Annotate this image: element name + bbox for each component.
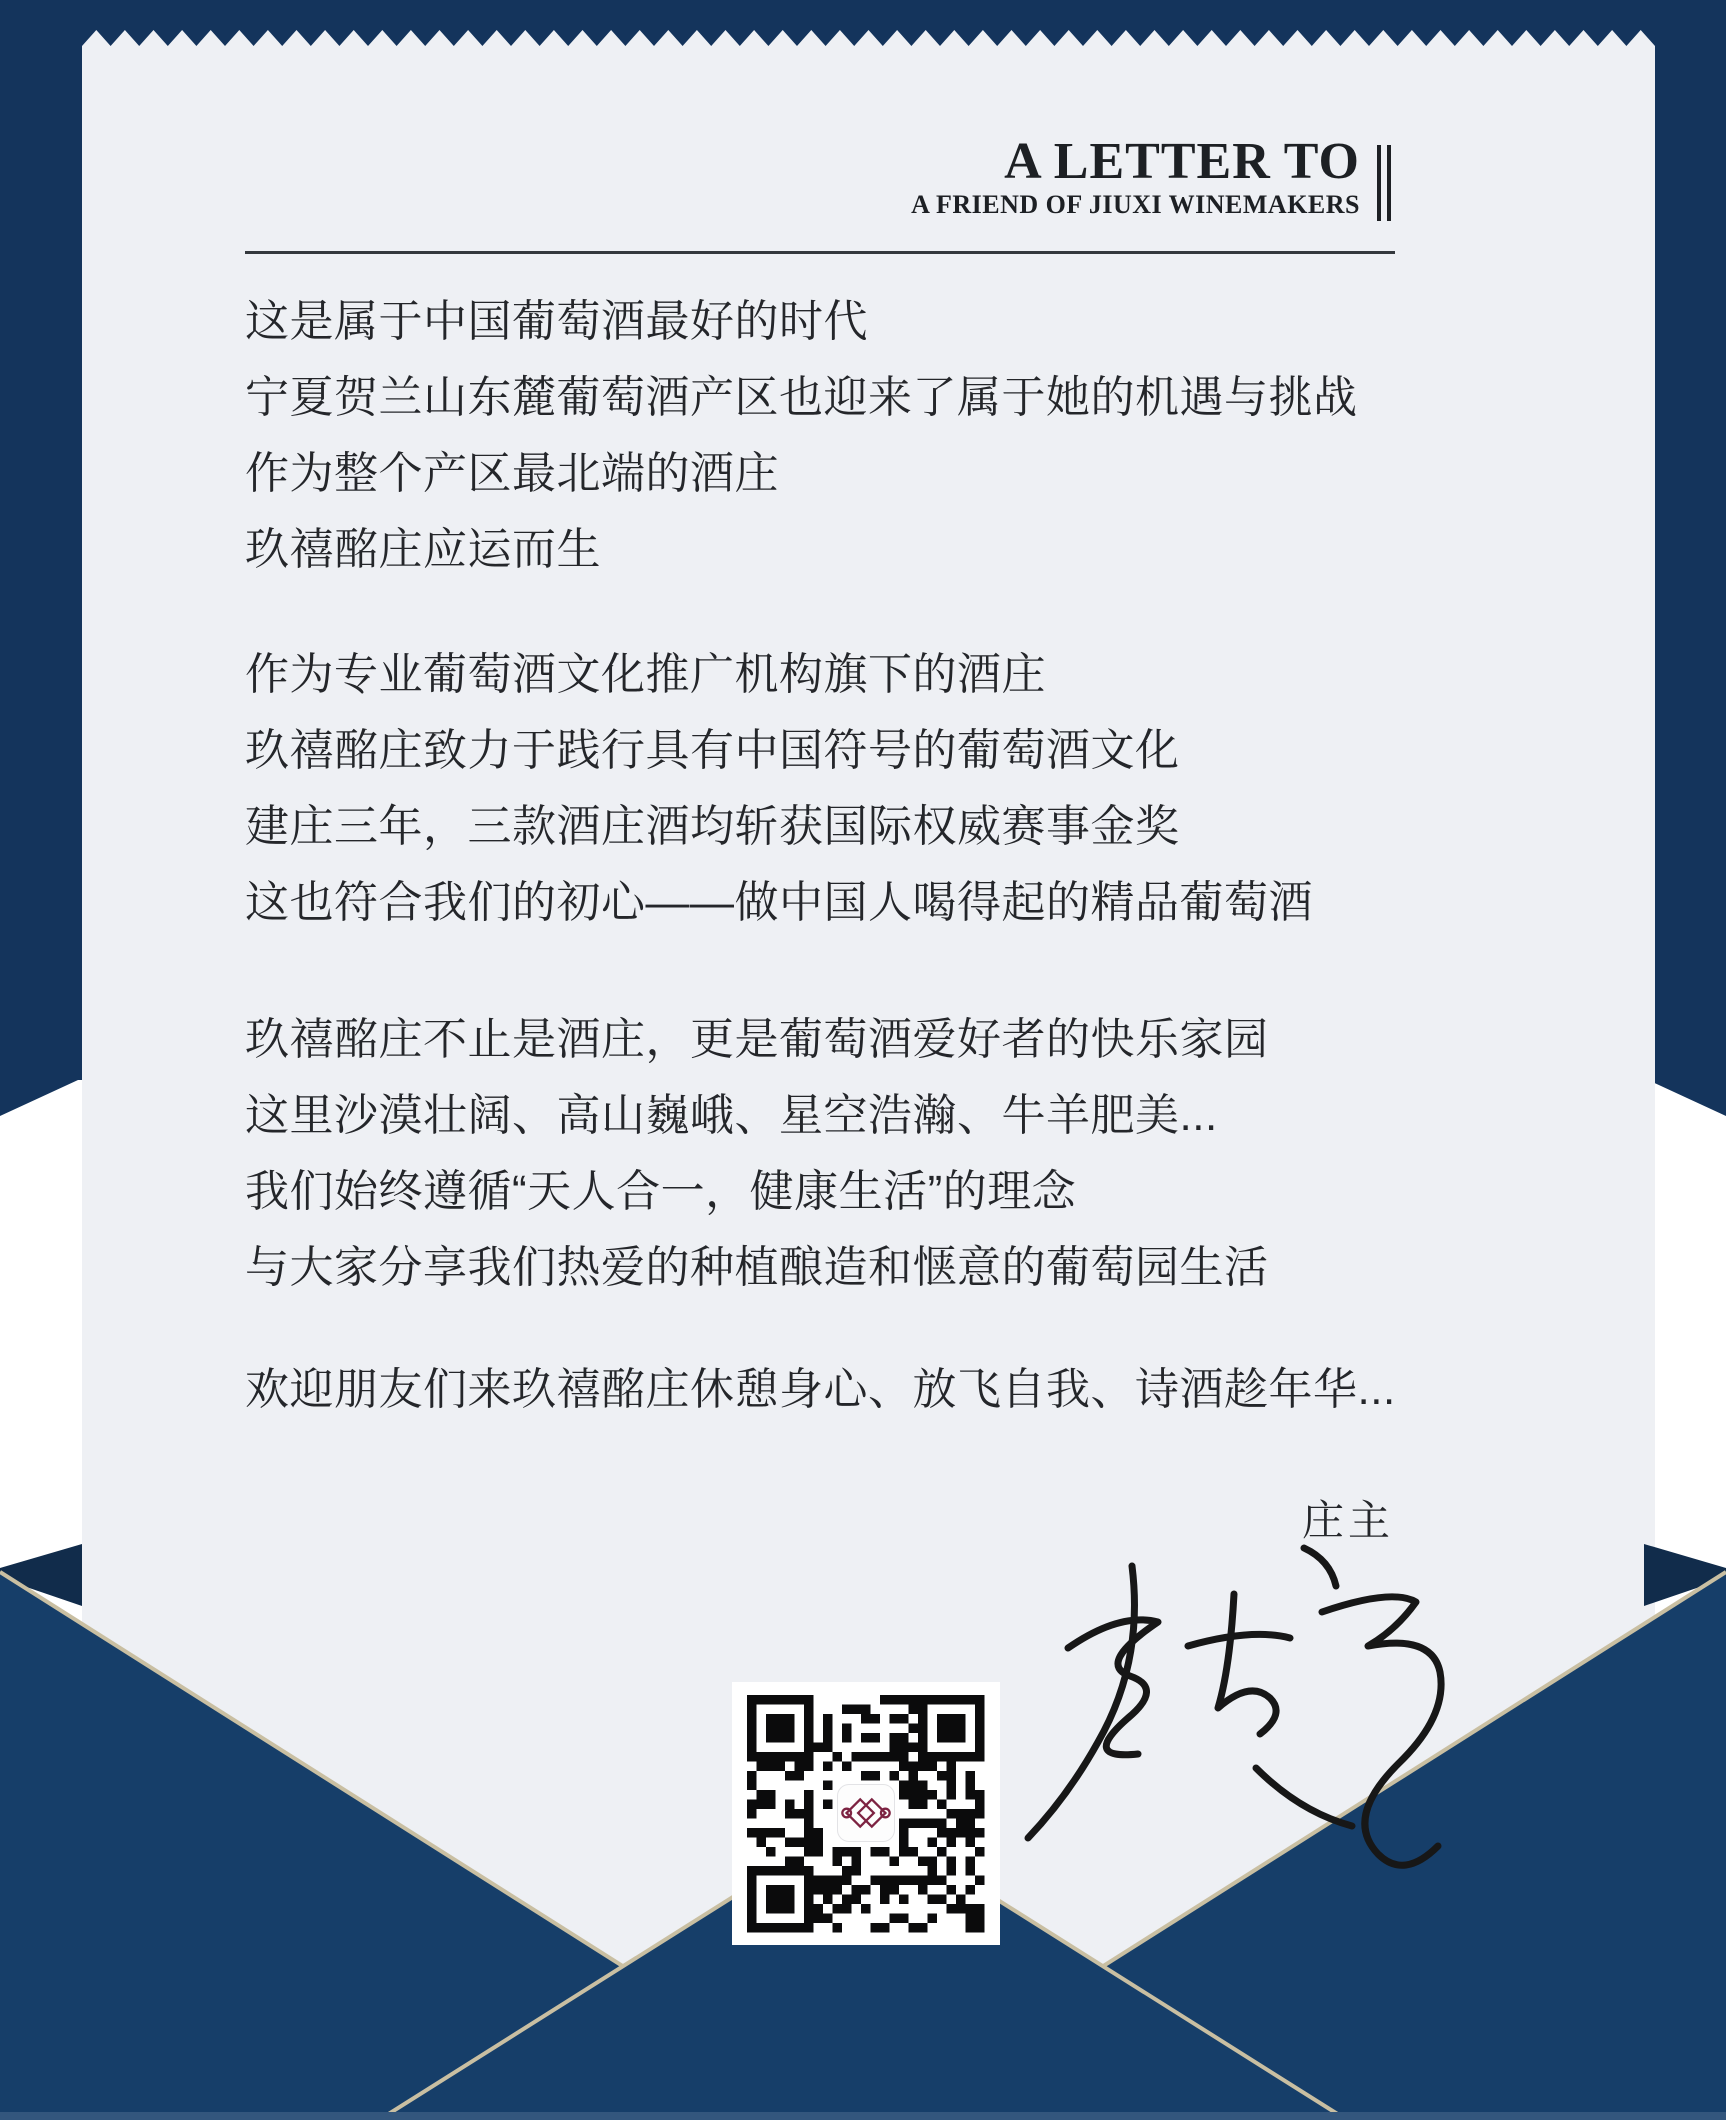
qr-code: [732, 1682, 1000, 1945]
letter-line: 欢迎朋友们来玖禧酩庄休憩身心、放飞自我、诗酒趁年华...: [245, 1365, 1396, 1414]
letter-line: 建庄三年，三款酒庄酒均斩获国际权威赛事金奖: [245, 802, 1180, 851]
letter-line: 我们始终遵循“天人合一，健康生活”的理念: [245, 1167, 1077, 1216]
qr-center-logo: [837, 1784, 895, 1842]
bottom-strip: [0, 2112, 1726, 2120]
letter-line: 这是属于中国葡萄酒最好的时代: [245, 297, 868, 346]
paragraph-1: [245, 284, 1485, 588]
letter-line: 玖禧酩庄致力于践行具有中国符号的葡萄酒文化: [245, 726, 1180, 775]
letter-line: 与大家分享我们热爱的种植酿造和惬意的葡萄园生活: [245, 1243, 1269, 1292]
double-bar-icon: [1387, 145, 1391, 221]
letter-line: 玖禧酩庄应运而生: [245, 525, 601, 574]
signoff-label: 庄主: [1302, 1497, 1395, 1544]
letter-line: 这也符合我们的初心——做中国人喝得起的精品葡萄酒: [245, 878, 1313, 927]
letter-line: 玖禧酩庄不止是酒庄，更是葡萄酒爱好者的快乐家园: [245, 1015, 1269, 1064]
double-bar-icon: [1377, 145, 1381, 221]
handwritten-signature: [1020, 1520, 1450, 1910]
paragraph-3: [245, 1002, 1485, 1306]
letter-line: 这里沙漠壮阔、高山巍峨、星空浩瀚、牛羊肥美...: [245, 1091, 1218, 1140]
letter-line: 作为整个产区最北端的酒庄: [245, 449, 779, 498]
letter-line: 宁夏贺兰山东麓葡萄酒产区也迎来了属于她的机遇与挑战: [245, 373, 1358, 422]
letter-line: 作为专业葡萄酒文化推广机构旗下的酒庄: [245, 650, 1046, 699]
header-title: A LETTER TO: [1004, 133, 1360, 190]
paragraph-4: [245, 1352, 1485, 1428]
paragraph-2: [245, 637, 1485, 941]
header-subtitle: A FRIEND OF JIUXI WINEMAKERS: [911, 190, 1360, 219]
header-divider: [245, 251, 1395, 254]
interlocked-diamonds-icon: [838, 1785, 894, 1841]
